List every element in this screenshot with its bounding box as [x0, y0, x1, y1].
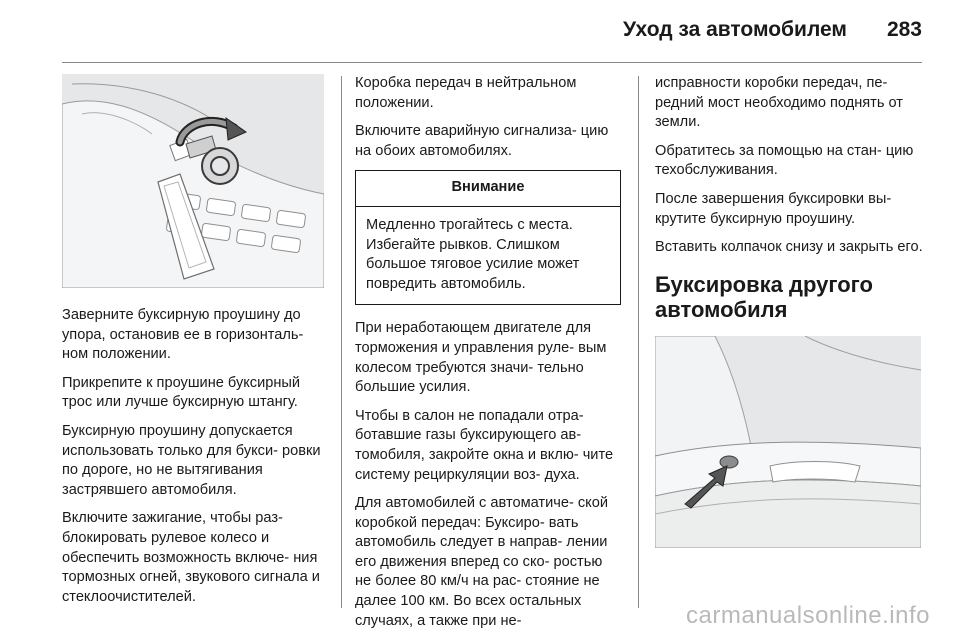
page-header [62, 18, 922, 56]
column-1 [62, 74, 324, 616]
rear-bumper-illustration [655, 336, 921, 548]
tow-eye-illustration [62, 74, 324, 288]
section-heading: Буксировка другого автомобиля [655, 271, 873, 322]
paragraph: Коробка передач в нейтральном положении. [355, 75, 577, 111]
paragraph: Прикрепите к проушине буксирный трос или лучше буксирную штангу. [62, 374, 301, 411]
tow-eye-drawing [62, 74, 324, 288]
column-2 [355, 74, 621, 640]
rear-bumper-drawing [655, 336, 921, 548]
column-divider-1 [341, 76, 342, 608]
caution-text: Медленно трогайтесь с места. Избегайте рывков. Слишком большое тяговое усилие может повредить автомобиль. [366, 216, 580, 292]
paragraph: Вставить колпачок снизу и закрыть его. [655, 239, 923, 256]
paragraph: Обратитесь за помощью на стан- цию техобслуживания. [655, 142, 914, 179]
page-title: Уход за автомобилем [623, 18, 847, 41]
paragraph: После завершения буксировки вы- крутите буксирную проушину. [655, 190, 892, 227]
paragraph: Буксирную проушину допускается использовать только для букси- ровки по дороге, но не вытягивания застрявшего автомобиля. [62, 422, 321, 498]
column-divider-2 [638, 76, 639, 608]
caution-title: Внимание [356, 171, 620, 207]
paragraph: Заверните буксирную проушину до упора, остановив ее в горизонталь- ном положении. [62, 307, 304, 363]
paragraph: исправности коробки передач, пе- редний мост необходимо поднять от земли. [655, 75, 903, 131]
header-divider [62, 62, 922, 63]
column-3 [655, 74, 923, 560]
watermark: carmanualsonline.info [686, 602, 930, 629]
paragraph: Чтобы в салон не попадали отра- ботавшие газы буксирующего ав- томобиля, закройте окна и вклю- чите систему рециркуляции воз- духа. [355, 407, 614, 483]
caution-box [355, 170, 621, 305]
paragraph: Включите зажигание, чтобы раз- блокировать рулевое колесо и обеспечить возможность включе- ния тормозных огней, звукового сигнала и стеклоочистителей. [62, 510, 320, 605]
paragraph: При неработающем двигателе для торможения и управления руле- вым колесом требуются значи- тельно большие усилия. [355, 320, 607, 396]
paragraph: Для автомобилей с автоматиче- ской коробкой передач: Буксиро- вать автомобиль следует в направ- лении его движения вперед со ско- ростью не более 80 км/ч на рас- стояние не далее 100 км. Во всех остальных случаях, а также при не- [355, 495, 608, 629]
paragraph: Включите аварийную сигнализа- цию на обоих автомобилях. [355, 123, 609, 159]
page-number: 283 [886, 18, 922, 41]
